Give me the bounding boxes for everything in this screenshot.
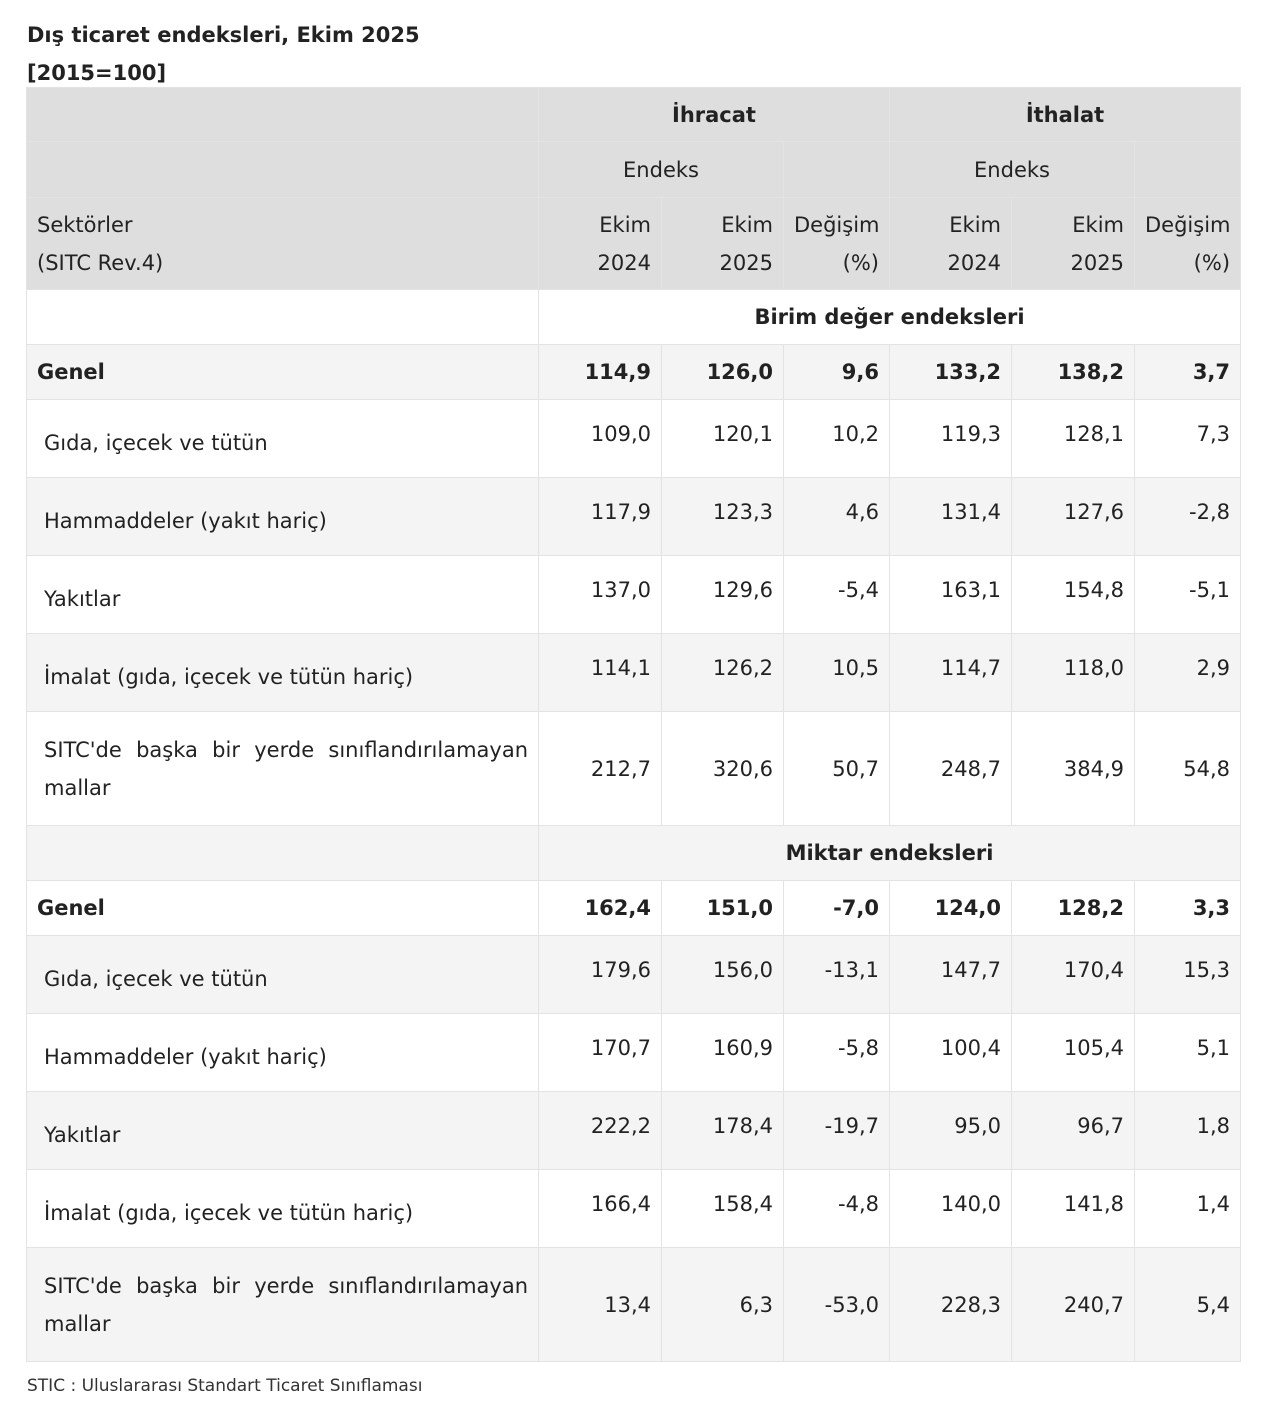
value: 117,9 bbox=[590, 499, 651, 524]
value-cell bbox=[1012, 634, 1135, 712]
sector-name: SITC'de başka bir yerde sınıflandırılamayan mallar bbox=[44, 737, 528, 800]
value-cell bbox=[890, 1248, 1012, 1362]
value-cell bbox=[662, 1092, 784, 1170]
title-line-1: Dış ticaret endeksleri, Ekim 2025 bbox=[27, 23, 420, 47]
value: 1,8 bbox=[1196, 1113, 1231, 1138]
col-header-line-2: (%) bbox=[1193, 250, 1231, 275]
value: 2,9 bbox=[1196, 655, 1231, 680]
value: 179,6 bbox=[590, 957, 651, 982]
value-cell bbox=[539, 712, 662, 826]
value-cell bbox=[1012, 1170, 1135, 1248]
sector-name: SITC'de başka bir yerde sınıflandırılamayan mallar bbox=[44, 1273, 528, 1336]
sector-name: Gıda, içecek ve tütün bbox=[44, 430, 268, 455]
col-header-line-1: Ekim bbox=[949, 212, 1001, 237]
value: 124,0 bbox=[934, 896, 1001, 920]
sector-name-cell bbox=[27, 1248, 539, 1362]
value-cell bbox=[662, 936, 784, 1014]
sector-name: İmalat (gıda, içecek ve tütün hariç) bbox=[44, 664, 414, 689]
value-cell bbox=[662, 1248, 784, 1362]
value: 127,6 bbox=[1063, 499, 1124, 524]
value-cell bbox=[1135, 1248, 1241, 1362]
value-cell bbox=[1135, 345, 1241, 400]
value-cell bbox=[539, 478, 662, 556]
value-cell bbox=[662, 400, 784, 478]
value: 222,2 bbox=[590, 1113, 651, 1138]
value: 126,2 bbox=[712, 655, 773, 680]
value: 154,8 bbox=[1063, 577, 1124, 602]
value: 3,3 bbox=[1192, 896, 1231, 920]
col-header-import-2024 bbox=[890, 198, 1012, 290]
value: 114,1 bbox=[590, 655, 651, 680]
value-cell bbox=[890, 478, 1012, 556]
col-header-line-1: Değişim bbox=[794, 212, 880, 237]
sector-name: Genel bbox=[37, 360, 105, 384]
value-cell bbox=[890, 712, 1012, 826]
export-index-header: Endeks bbox=[539, 142, 784, 198]
table-row bbox=[27, 345, 1241, 400]
value-cell bbox=[1012, 881, 1135, 936]
sector-name-cell bbox=[27, 478, 539, 556]
value: 156,0 bbox=[712, 957, 773, 982]
value: 126,0 bbox=[706, 360, 773, 384]
export-header: İhracat bbox=[539, 88, 890, 142]
header-row-groups bbox=[27, 88, 1241, 142]
value: -5,4 bbox=[838, 577, 879, 602]
value-cell bbox=[539, 1170, 662, 1248]
value-cell bbox=[1012, 1248, 1135, 1362]
table-row bbox=[27, 1092, 1241, 1170]
sector-header bbox=[27, 198, 539, 290]
value: 320,6 bbox=[712, 756, 773, 781]
import-index-header: Endeks bbox=[890, 142, 1135, 198]
header-row-index bbox=[27, 142, 1241, 198]
sector-name-cell bbox=[27, 936, 539, 1014]
value-cell bbox=[662, 556, 784, 634]
header-row-columns bbox=[27, 198, 1241, 290]
value-cell bbox=[539, 1092, 662, 1170]
value-cell bbox=[1135, 478, 1241, 556]
col-header-line-1: Ekim bbox=[599, 212, 651, 237]
value-cell bbox=[1012, 345, 1135, 400]
value-cell bbox=[890, 1170, 1012, 1248]
col-header-export-2025 bbox=[662, 198, 784, 290]
sector-name-cell bbox=[27, 634, 539, 712]
section-empty-cell bbox=[27, 290, 539, 345]
value: 4,6 bbox=[845, 499, 879, 524]
value: 212,7 bbox=[590, 756, 651, 781]
import-header: İthalat bbox=[890, 88, 1241, 142]
value: -7,0 bbox=[833, 896, 879, 920]
sector-header-line-1: Sektörler bbox=[37, 212, 133, 237]
value: 109,0 bbox=[590, 421, 651, 446]
value: -4,8 bbox=[838, 1191, 879, 1216]
value: 119,3 bbox=[940, 421, 1001, 446]
value-cell bbox=[662, 478, 784, 556]
section-header-row bbox=[27, 826, 1241, 881]
value: 170,7 bbox=[590, 1035, 651, 1060]
value: 123,3 bbox=[712, 499, 773, 524]
section-header-row bbox=[27, 290, 1241, 345]
value-cell bbox=[539, 556, 662, 634]
value-cell bbox=[784, 400, 890, 478]
value-cell bbox=[890, 936, 1012, 1014]
header-empty-cell bbox=[27, 142, 539, 198]
col-header-line-1: Ekim bbox=[721, 212, 773, 237]
sector-name: Yakıtlar bbox=[44, 586, 121, 611]
header-empty-cell bbox=[784, 142, 890, 198]
section-title: Miktar endeksleri bbox=[539, 826, 1241, 881]
sector-name-cell bbox=[27, 1092, 539, 1170]
value-cell bbox=[662, 881, 784, 936]
value: 7,3 bbox=[1196, 421, 1231, 446]
table-row bbox=[27, 478, 1241, 556]
value-cell bbox=[890, 400, 1012, 478]
sector-name: Yakıtlar bbox=[44, 1122, 121, 1147]
col-header-line-2: 2025 bbox=[1070, 250, 1124, 275]
value: 141,8 bbox=[1063, 1191, 1124, 1216]
value-cell bbox=[890, 556, 1012, 634]
sector-name-cell bbox=[27, 1170, 539, 1248]
value-cell bbox=[890, 345, 1012, 400]
table-row bbox=[27, 936, 1241, 1014]
value-cell bbox=[784, 1170, 890, 1248]
sector-name-cell bbox=[27, 400, 539, 478]
table-row bbox=[27, 400, 1241, 478]
value: 151,0 bbox=[706, 896, 773, 920]
value-cell bbox=[784, 634, 890, 712]
value: 114,7 bbox=[940, 655, 1001, 680]
page-title bbox=[27, 16, 420, 92]
footnote: STIC : Uluslararası Standart Ticaret Sınıflaması bbox=[27, 1376, 423, 1396]
value: 1,4 bbox=[1196, 1191, 1231, 1216]
value: 147,7 bbox=[940, 957, 1001, 982]
value: 140,0 bbox=[940, 1191, 1001, 1216]
table-row bbox=[27, 1170, 1241, 1248]
value: 162,4 bbox=[584, 896, 651, 920]
value: 10,5 bbox=[832, 655, 879, 680]
value: 13,4 bbox=[604, 1292, 651, 1317]
value-cell bbox=[539, 345, 662, 400]
trade-index-table bbox=[26, 87, 1241, 1362]
col-header-line-1: Ekim bbox=[1072, 212, 1124, 237]
value-cell bbox=[1012, 1014, 1135, 1092]
table-row bbox=[27, 881, 1241, 936]
value: 5,1 bbox=[1196, 1035, 1231, 1060]
value-cell bbox=[784, 936, 890, 1014]
value-cell bbox=[1135, 634, 1241, 712]
value-cell bbox=[890, 881, 1012, 936]
value-cell bbox=[784, 712, 890, 826]
value-cell bbox=[1135, 881, 1241, 936]
col-header-line-2: 2025 bbox=[719, 250, 773, 275]
value-cell bbox=[890, 634, 1012, 712]
title-line-2: [2015=100] bbox=[27, 61, 167, 85]
value: 9,6 bbox=[841, 360, 879, 384]
col-header-line-2: (%) bbox=[842, 250, 879, 275]
table-row bbox=[27, 712, 1241, 826]
value: -5,8 bbox=[838, 1035, 879, 1060]
value: 10,2 bbox=[832, 421, 879, 446]
value: 118,0 bbox=[1063, 655, 1124, 680]
value: 163,1 bbox=[940, 577, 1001, 602]
value-cell bbox=[1012, 556, 1135, 634]
value-cell bbox=[1135, 1014, 1241, 1092]
value: -53,0 bbox=[824, 1292, 879, 1317]
value-cell bbox=[784, 345, 890, 400]
value-cell bbox=[784, 1014, 890, 1092]
value-cell bbox=[539, 634, 662, 712]
value-cell bbox=[890, 1014, 1012, 1092]
table-row bbox=[27, 1248, 1241, 1362]
value: 131,4 bbox=[940, 499, 1001, 524]
sector-name: İmalat (gıda, içecek ve tütün hariç) bbox=[44, 1200, 414, 1225]
col-header-import-2025 bbox=[1012, 198, 1135, 290]
value: 240,7 bbox=[1063, 1292, 1124, 1317]
header-empty-cell bbox=[1135, 142, 1241, 198]
value: 114,9 bbox=[584, 360, 651, 384]
value-cell bbox=[784, 881, 890, 936]
value: 100,4 bbox=[940, 1035, 1001, 1060]
value-cell bbox=[662, 712, 784, 826]
value: 228,3 bbox=[940, 1292, 1001, 1317]
value-cell bbox=[784, 478, 890, 556]
value: 105,4 bbox=[1063, 1035, 1124, 1060]
value-cell bbox=[1135, 400, 1241, 478]
value-cell bbox=[662, 345, 784, 400]
value-cell bbox=[1135, 556, 1241, 634]
value: 170,4 bbox=[1063, 957, 1124, 982]
col-header-export-change bbox=[784, 198, 890, 290]
value: 128,2 bbox=[1057, 896, 1124, 920]
col-header-line-2: 2024 bbox=[947, 250, 1001, 275]
value-cell bbox=[784, 556, 890, 634]
value-cell bbox=[1012, 400, 1135, 478]
value: 137,0 bbox=[590, 577, 651, 602]
section-empty-cell bbox=[27, 826, 539, 881]
value: -5,1 bbox=[1189, 577, 1231, 602]
value-cell bbox=[662, 634, 784, 712]
value: 133,2 bbox=[934, 360, 1001, 384]
value: 160,9 bbox=[712, 1035, 773, 1060]
value-cell bbox=[539, 936, 662, 1014]
value-cell bbox=[1012, 1092, 1135, 1170]
col-header-line-2: 2024 bbox=[597, 250, 651, 275]
table-row bbox=[27, 556, 1241, 634]
sector-name-cell bbox=[27, 712, 539, 826]
value-cell bbox=[890, 1092, 1012, 1170]
value: 384,9 bbox=[1063, 756, 1124, 781]
value: 178,4 bbox=[712, 1113, 773, 1138]
value: 15,3 bbox=[1183, 957, 1231, 982]
table-row bbox=[27, 1014, 1241, 1092]
value-cell bbox=[539, 1248, 662, 1362]
value-cell bbox=[1135, 712, 1241, 826]
value-cell bbox=[1012, 478, 1135, 556]
sector-name: Hammaddeler (yakıt hariç) bbox=[44, 508, 327, 533]
sector-name-cell bbox=[27, 881, 539, 936]
sector-header-line-2: (SITC Rev.4) bbox=[37, 250, 164, 275]
value: 138,2 bbox=[1057, 360, 1124, 384]
value-cell bbox=[662, 1170, 784, 1248]
table-row bbox=[27, 634, 1241, 712]
value-cell bbox=[1135, 1170, 1241, 1248]
value: 95,0 bbox=[954, 1113, 1001, 1138]
table-body bbox=[27, 290, 1241, 1362]
sector-name-cell bbox=[27, 1014, 539, 1092]
col-header-export-2024 bbox=[539, 198, 662, 290]
value-cell bbox=[662, 1014, 784, 1092]
value: 158,4 bbox=[712, 1191, 773, 1216]
value: 96,7 bbox=[1077, 1113, 1124, 1138]
header-empty-cell bbox=[27, 88, 539, 142]
value-cell bbox=[1135, 936, 1241, 1014]
value: 166,4 bbox=[590, 1191, 651, 1216]
value: 6,3 bbox=[739, 1292, 773, 1317]
value-cell bbox=[1012, 936, 1135, 1014]
value-cell bbox=[1012, 712, 1135, 826]
value-cell bbox=[784, 1248, 890, 1362]
col-header-import-change bbox=[1135, 198, 1241, 290]
sector-name-cell bbox=[27, 345, 539, 400]
value: -2,8 bbox=[1189, 499, 1231, 524]
value: 54,8 bbox=[1183, 756, 1231, 781]
value-cell bbox=[539, 1014, 662, 1092]
col-header-line-1: Değişim bbox=[1145, 212, 1231, 237]
value-cell bbox=[784, 1092, 890, 1170]
value: 248,7 bbox=[940, 756, 1001, 781]
sector-name: Hammaddeler (yakıt hariç) bbox=[44, 1044, 327, 1069]
value: -13,1 bbox=[824, 957, 879, 982]
value: 50,7 bbox=[832, 756, 879, 781]
value: 120,1 bbox=[712, 421, 773, 446]
value-cell bbox=[539, 881, 662, 936]
value-cell bbox=[539, 400, 662, 478]
section-title: Birim değer endeksleri bbox=[539, 290, 1241, 345]
sector-name-cell bbox=[27, 556, 539, 634]
sector-name: Gıda, içecek ve tütün bbox=[44, 966, 268, 991]
value: 3,7 bbox=[1192, 360, 1231, 384]
value-cell bbox=[1135, 1092, 1241, 1170]
sector-name: Genel bbox=[37, 896, 105, 920]
value: 128,1 bbox=[1063, 421, 1124, 446]
value: -19,7 bbox=[824, 1113, 879, 1138]
value: 129,6 bbox=[712, 577, 773, 602]
value: 5,4 bbox=[1196, 1292, 1231, 1317]
